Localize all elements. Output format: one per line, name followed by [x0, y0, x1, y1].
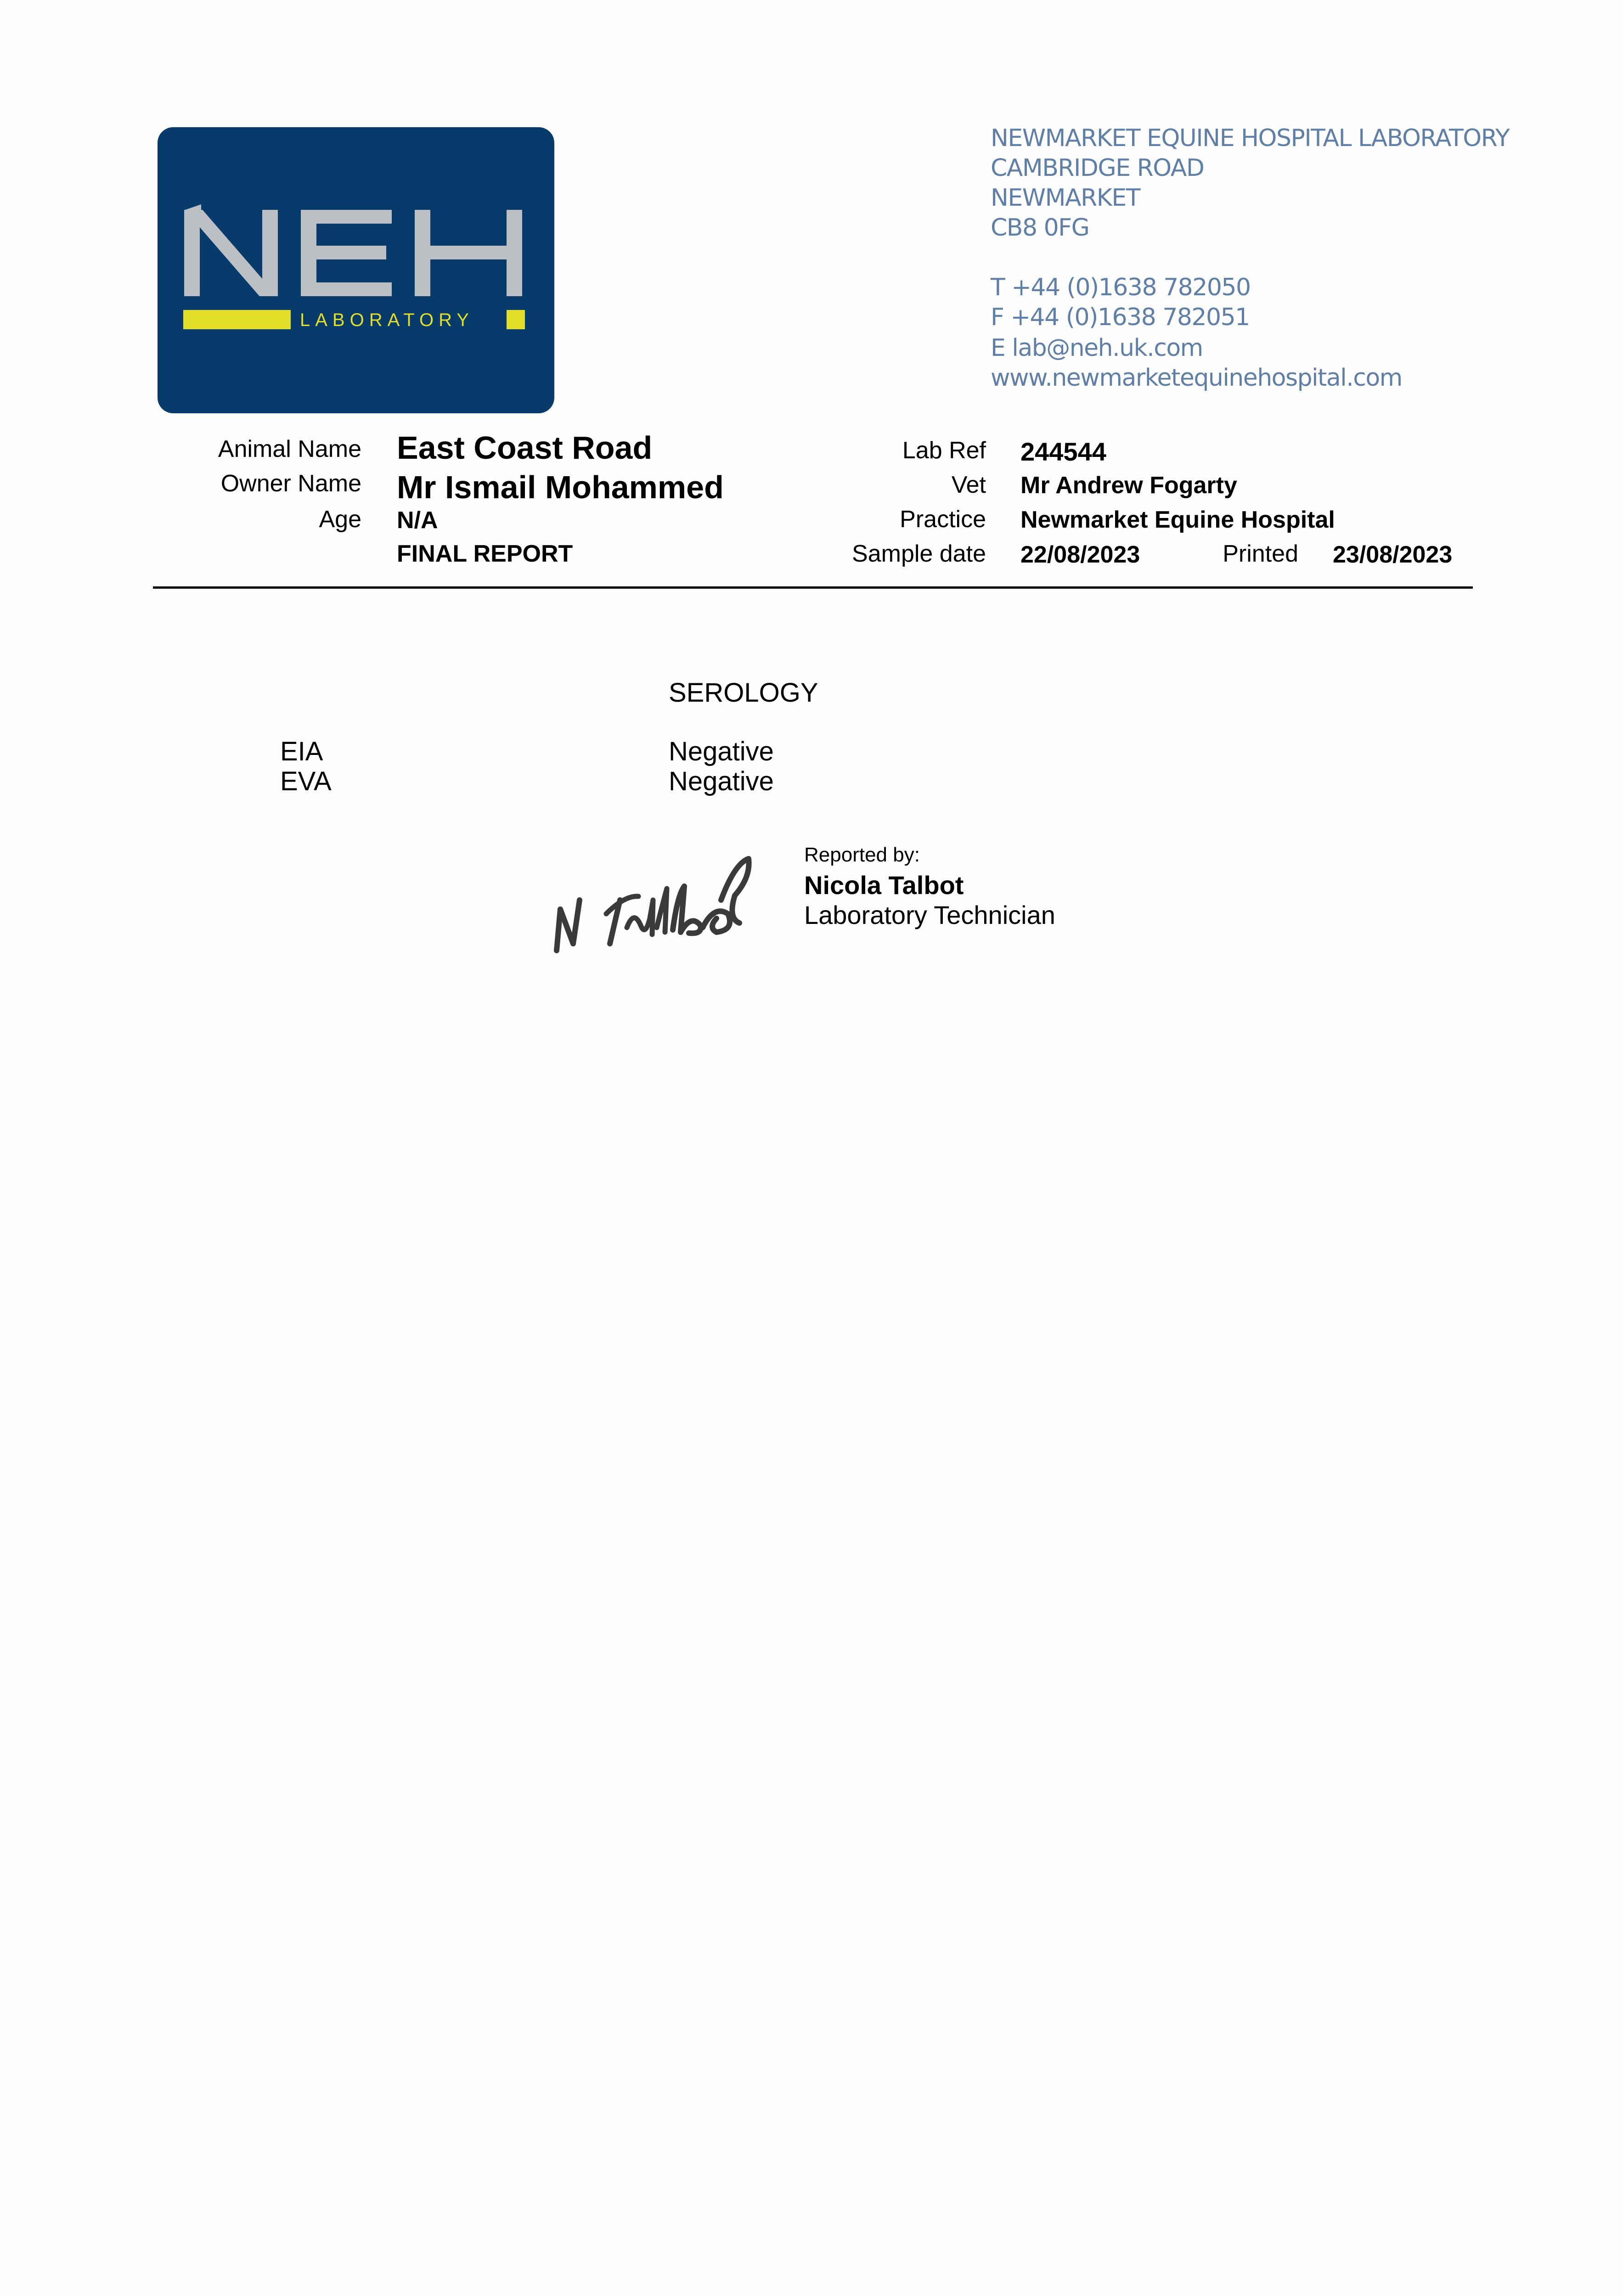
reporter-role: Laboratory Technician — [804, 900, 1055, 929]
header-divider — [153, 586, 1473, 589]
practice-label: Practice — [900, 506, 986, 533]
logo-tagline: LABORATORY — [300, 310, 474, 330]
vet-label: Vet — [951, 472, 986, 498]
report-status: FINAL REPORT — [397, 540, 573, 567]
age-value: N/A — [397, 507, 438, 534]
sample-date: 22/08/2023 — [1020, 541, 1140, 568]
lab-website[interactable]: www.newmarketequinehospital.com — [991, 364, 1402, 392]
section-title: SEROLOGY — [669, 678, 818, 708]
lab-phone: T +44 (0)1638 782050 — [991, 274, 1251, 301]
owner-name: Mr Ismail Mohammed — [397, 469, 724, 505]
lab-name: NEWMARKET EQUINE HOSPITAL LABORATORY — [991, 124, 1510, 152]
lab-email: E lab@neh.uk.com — [991, 334, 1203, 362]
test-name: EIA — [280, 737, 323, 766]
printed-date: 23/08/2023 — [1333, 541, 1453, 568]
sample-date-label: Sample date — [852, 540, 986, 567]
lab-ref-label: Lab Ref — [902, 437, 986, 464]
age-label: Age — [319, 506, 361, 533]
reporter-name: Nicola Talbot — [804, 871, 964, 900]
lab-postcode: CB8 0FG — [991, 214, 1089, 242]
test-result: Negative — [669, 766, 774, 796]
neh-laboratory-logo — [158, 127, 554, 413]
reported-by-label: Reported by: — [804, 844, 920, 866]
test-name: EVA — [280, 766, 332, 796]
lab-fax: F +44 (0)1638 782051 — [991, 304, 1250, 331]
lab-street: CAMBRIDGE ROAD — [991, 154, 1204, 182]
lab-town: NEWMARKET — [991, 184, 1140, 212]
printed-label: Printed — [1223, 540, 1298, 567]
test-result: Negative — [669, 737, 774, 766]
owner-name-label: Owner Name — [220, 470, 361, 497]
animal-name-label: Animal Name — [218, 436, 361, 462]
practice-name: Newmarket Equine Hospital — [1020, 506, 1335, 533]
animal-name: East Coast Road — [397, 430, 653, 466]
handwritten-signature — [547, 845, 758, 960]
vet-name: Mr Andrew Fogarty — [1020, 472, 1237, 499]
lab-ref: 244544 — [1020, 437, 1106, 466]
